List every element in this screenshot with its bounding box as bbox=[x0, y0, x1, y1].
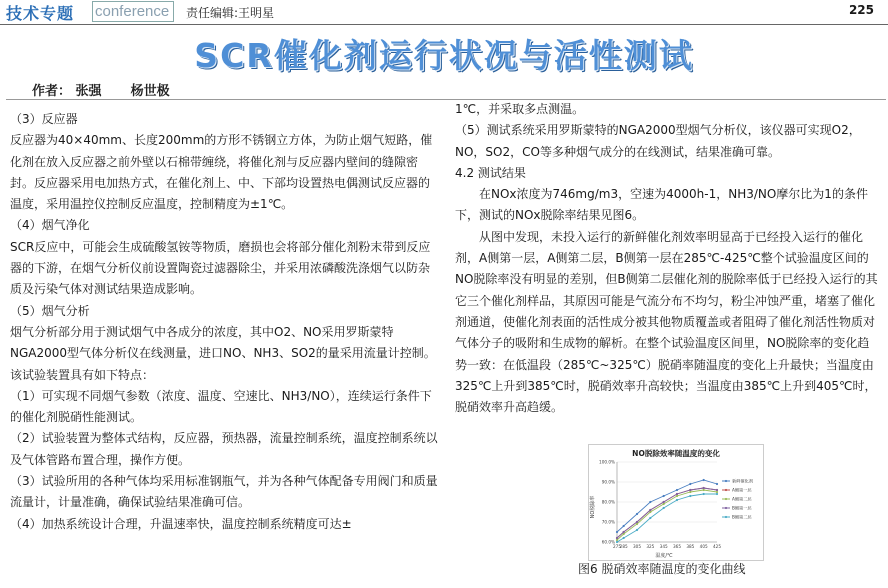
legend-label: 新鲜催化剂 bbox=[732, 478, 753, 484]
x-tick-label: 405 bbox=[699, 544, 708, 549]
data-point bbox=[689, 491, 691, 493]
data-point bbox=[616, 541, 618, 543]
data-point bbox=[703, 479, 705, 481]
paragraph: 反应器为40×40mm、长度200mm的方形不锈钢立方体，为防止烟气短路，催化剂在放入反应器之前外壁以石棉带缠绕，将催化剂与反应器内壁间的缝隙密封。反应器采用电加热方式，在催化剂上、中、下部均设置热电偶测试反应器的温度，采用温控仪控制反应温度，控制精度为±1℃。 bbox=[10, 133, 433, 212]
left-column bbox=[10, 109, 438, 535]
author-name: 张强 bbox=[75, 84, 102, 99]
x-tick-label: 425 bbox=[713, 544, 721, 549]
legend-marker bbox=[725, 489, 727, 491]
list-item: （5）测试系统采用罗斯蒙特的NGA2000型烟气分析仪，该仪器可实现O2，NO，SO2，CO等多种烟气成分的在线测试，结果准确可靠。 bbox=[455, 123, 861, 159]
series-line bbox=[617, 488, 717, 538]
data-point bbox=[663, 503, 665, 505]
right-column bbox=[455, 99, 879, 418]
data-point bbox=[676, 495, 678, 497]
data-point bbox=[623, 531, 625, 533]
data-point bbox=[716, 489, 718, 491]
x-tick-label: 345 bbox=[659, 544, 668, 549]
data-point bbox=[616, 531, 618, 533]
section-tag: 技术专题 bbox=[6, 4, 75, 23]
legend-label: B侧第二层 bbox=[732, 514, 752, 520]
data-point bbox=[689, 495, 691, 497]
data-point bbox=[623, 525, 625, 527]
list-item: （1）可实现不同烟气参数（浓度、温度、空速比、NH3/NO），连续运行条件下的催化剂脱硝性能测试。 bbox=[10, 388, 432, 425]
data-point bbox=[663, 507, 665, 509]
paragraph: 烟气分析部分用于测试烟气中各成分的浓度，其中O2、NO采用罗斯蒙特NGA2000型气体分析仪在线测量，进口NO、NH3、SO2的量采用流量计控制。 bbox=[10, 324, 436, 361]
legend-label: A侧第二层 bbox=[732, 496, 752, 502]
figure-caption: 图6 脱硝效率随温度的变化曲线 bbox=[578, 562, 746, 576]
data-point bbox=[616, 539, 618, 541]
series-line bbox=[617, 488, 717, 538]
subheading: （5）烟气分析 bbox=[10, 303, 90, 318]
author-label: 作者： bbox=[32, 84, 72, 99]
list-item: （4）加热系统设计合理，升温速率快，温度控制系统精度可达± bbox=[10, 516, 352, 531]
conference-label: conference bbox=[92, 1, 174, 22]
data-point bbox=[636, 529, 638, 531]
list-item: （2）试验装置为整体式结构，反应器，预热器，流量控制系统，温度控制系统以及气体管路布置合理，操作方便。 bbox=[10, 431, 438, 467]
chart-legend bbox=[722, 478, 753, 521]
data-point bbox=[676, 493, 678, 495]
subheading: （4）烟气净化 bbox=[10, 218, 90, 233]
data-point bbox=[649, 517, 651, 519]
data-point bbox=[676, 489, 678, 491]
figure-chart bbox=[588, 444, 764, 561]
x-tick-label: 385 bbox=[686, 544, 695, 549]
article-authors bbox=[32, 80, 170, 99]
data-point bbox=[689, 483, 691, 485]
legend-marker bbox=[725, 498, 727, 500]
y-tick-label: 80.0% bbox=[601, 499, 615, 505]
data-point bbox=[716, 483, 718, 485]
data-point bbox=[676, 499, 678, 501]
paragraph: SCR反应中，可能会生成硫酸氢铵等物质，磨损也会将部分催化剂粉末带到反应器的下游，在烟气分析仪前设置陶瓷过滤器除尘，并采用浓磷酸洗涤烟气以防杂质及污染气体对测试结果造成影响。 bbox=[10, 239, 431, 297]
page-header bbox=[0, 0, 888, 25]
legend-label: B侧第一层 bbox=[732, 505, 752, 511]
y-tick-label: 100.0% bbox=[599, 459, 615, 465]
data-point bbox=[716, 491, 718, 493]
legend-label: A侧第一层 bbox=[732, 487, 752, 493]
legend-marker bbox=[725, 480, 727, 482]
x-tick-label: 365 bbox=[673, 544, 681, 549]
x-tick-label: 305 bbox=[633, 544, 641, 549]
data-point bbox=[649, 501, 651, 503]
chart-title: NO脱除效率随温度的变化 bbox=[632, 449, 720, 458]
legend-marker bbox=[725, 516, 727, 518]
page-number: 225 bbox=[848, 3, 874, 17]
list-item: （3）试验所用的各种气体均采用标准钢瓶气，并为各种气体配备专用阀门和质量流量计，计量准确，确保试验结果准确可信。 bbox=[10, 474, 438, 510]
section-heading: 4.2 测试结果 bbox=[455, 165, 526, 180]
line-chart bbox=[589, 445, 763, 560]
y-axis-label: NO脱除率 bbox=[590, 495, 596, 519]
plot-area bbox=[599, 460, 721, 550]
data-point bbox=[616, 537, 618, 539]
paragraph: 从图中发现，未投入运行的新鲜催化剂效率明显高于已经投入运行的催化剂，A侧第一层，A侧第二层，B侧第一层在285℃-425℃整个试验温度区间的NO脱除率没有明显的差别，但B侧第二层催化剂的脱除率低于已经投入运行的其它三个催化剂样品，其原因可能是气流分布不均匀，粉尘冲蚀严重，堵塞了催化剂通道，使催化剂表面的活性成分被其他物质覆盖或者阻碍了催化剂活性物质对气体分子的吸附和生成物的解析。在整个试验温度区间里，NO脱除率的变化趋势一致：在低温段（285℃~325℃）脱硝率随温度的变化上升最快；当温度由325℃上升到385℃时，脱硝效率升高较快；当温度由385℃上升到405℃时，脱硝效率升高趋缓。 bbox=[455, 229, 878, 415]
x-tick-label: 275 bbox=[613, 544, 621, 549]
data-point bbox=[663, 495, 665, 497]
y-tick-label: 70.0% bbox=[601, 519, 615, 525]
data-point bbox=[636, 513, 638, 515]
x-axis-label: 温度/℃ bbox=[655, 553, 673, 559]
y-tick-label: 90.0% bbox=[601, 479, 615, 485]
data-point bbox=[663, 501, 665, 503]
editor-credit: 责任编辑:王明星 bbox=[186, 6, 275, 20]
paragraph: 在NOx浓度为746mg/m3，空速为4000h-1，NH3/NO摩尔比为1的条件下，测试的NOx脱除率结果见图6。 bbox=[455, 187, 868, 223]
data-point bbox=[703, 489, 705, 491]
x-tick-label: 285 bbox=[619, 544, 628, 549]
data-point bbox=[623, 537, 625, 539]
data-point bbox=[649, 509, 651, 511]
subheading: （3）反应器 bbox=[10, 112, 78, 126]
legend-marker bbox=[725, 507, 727, 509]
x-tick-label: 325 bbox=[646, 544, 655, 549]
paragraph: 1℃，并采取多点测温。 bbox=[455, 102, 585, 116]
data-point bbox=[636, 521, 638, 523]
y-tick-label: 60.0% bbox=[601, 539, 615, 545]
data-point bbox=[703, 487, 705, 489]
article-title: SCR催化剂运行状况与活性测试 bbox=[194, 36, 694, 75]
data-point bbox=[689, 489, 691, 491]
author-name: 杨世极 bbox=[130, 84, 170, 99]
data-point bbox=[636, 523, 638, 525]
paragraph: 该试验装置具有如下特点： bbox=[10, 367, 155, 382]
data-point bbox=[703, 493, 705, 495]
data-point bbox=[716, 493, 718, 495]
